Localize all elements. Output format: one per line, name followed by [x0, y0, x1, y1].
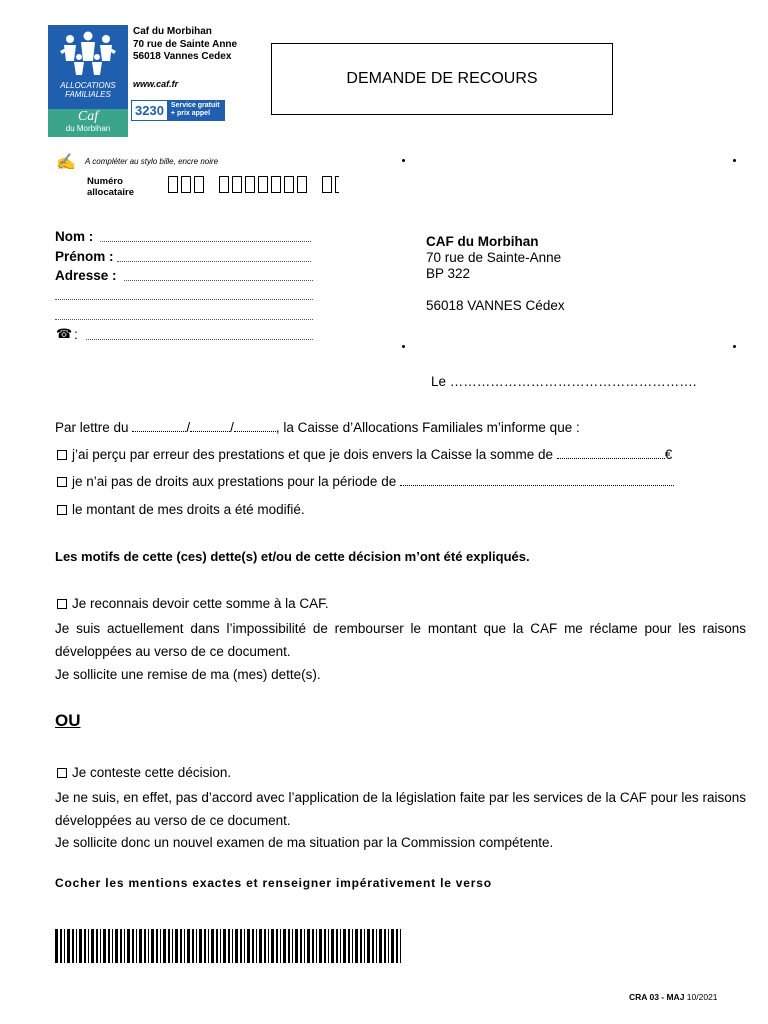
barcode-bar	[108, 929, 110, 963]
barcode-bar	[175, 929, 178, 963]
header-addr-line: Caf du Morbihan	[133, 26, 212, 37]
header-addr-line: 70 rue de Sainte Anne	[133, 38, 238, 50]
barcode-bar	[148, 929, 149, 963]
barcode-bar	[355, 929, 358, 963]
numero-label-line: Numéro	[87, 176, 123, 187]
barcode-bar	[235, 929, 238, 963]
fold-mark	[733, 159, 736, 162]
barcode-bar	[211, 929, 214, 963]
barcode-bar	[247, 929, 250, 963]
page-title: DEMANDE DE RECOURS	[271, 43, 613, 115]
option-2	[57, 473, 674, 489]
barcode-bar	[280, 929, 281, 963]
recipient-line: BP 322	[426, 266, 471, 281]
barcode-bar	[276, 929, 278, 963]
barcode-bar	[192, 929, 194, 963]
barcode-bar	[288, 929, 290, 963]
barcode-bar	[72, 929, 74, 963]
fill-instruction: A compléter au stylo bille, encre noire	[85, 157, 219, 166]
option-1	[57, 446, 672, 462]
phone-badge	[131, 100, 225, 121]
barcode-bar	[316, 929, 317, 963]
digit-box[interactable]	[168, 176, 178, 193]
barcode-bar	[64, 929, 65, 963]
barcode-bar	[76, 929, 77, 963]
option-3-text: le montant de mes droits a été modifié.	[72, 502, 305, 517]
barcode-bar	[259, 929, 262, 963]
numero-allocataire-boxes[interactable]	[168, 176, 342, 193]
digit-box[interactable]	[258, 176, 268, 193]
tel-label: :	[74, 327, 78, 342]
barcode-bar	[376, 929, 377, 963]
barcode-bar	[240, 929, 242, 963]
fold-mark	[402, 159, 405, 162]
barcode-bar	[127, 929, 130, 963]
barcode-bar	[220, 929, 221, 963]
barcode-bar	[352, 929, 353, 963]
barcode-bar	[360, 929, 362, 963]
recipient-address	[426, 234, 565, 314]
barcode-bar	[91, 929, 94, 963]
barcode-bar	[79, 929, 82, 963]
barcode-bar	[136, 929, 137, 963]
barcode-bar	[364, 929, 365, 963]
barcode-bar	[340, 929, 341, 963]
adresse-label: Adresse :	[55, 268, 117, 283]
prenom-label: Prénom :	[55, 249, 114, 264]
euro-unit: €	[664, 447, 673, 462]
date-separator: /	[230, 420, 234, 435]
barcode-bar	[336, 929, 338, 963]
adresse-field[interactable]	[124, 279, 313, 281]
barcode-bar	[100, 929, 101, 963]
barcode-bar	[343, 929, 346, 963]
barcode-bar	[372, 929, 374, 963]
barcode-bar	[264, 929, 266, 963]
barcode-bar	[223, 929, 226, 963]
prenom-field[interactable]	[117, 260, 311, 262]
choice-2-checkbox[interactable]	[57, 768, 67, 778]
option-3	[57, 502, 305, 517]
digit-box[interactable]	[297, 176, 307, 193]
form-code: CRA 03 - MAJ	[629, 992, 685, 1002]
form-reference	[629, 992, 718, 1002]
barcode-bar	[103, 929, 106, 963]
caf-logo	[48, 25, 128, 137]
barcode-bar	[319, 929, 322, 963]
barcode-bar	[232, 929, 233, 963]
phone-number: 3230	[135, 103, 164, 118]
period-field[interactable]	[400, 473, 674, 486]
barcode-bar	[112, 929, 113, 963]
barcode-bar	[172, 929, 173, 963]
barcode-bar	[252, 929, 254, 963]
nom-field[interactable]	[100, 240, 311, 242]
choice-2-label: Je conteste cette décision.	[72, 765, 232, 780]
barcode-bar	[268, 929, 269, 963]
barcode-bar	[331, 929, 334, 963]
barcode-bar	[384, 929, 386, 963]
digit-box[interactable]	[232, 176, 242, 193]
barcode-bar	[163, 929, 166, 963]
adresse-field-line2[interactable]	[55, 298, 313, 300]
numero-label-line: allocataire	[87, 187, 134, 198]
barcode-bar	[180, 929, 182, 963]
barcode-bar	[216, 929, 218, 963]
digit-box[interactable]	[322, 176, 332, 193]
date-field[interactable]: Le ……………………………………………….	[431, 374, 697, 389]
barcode-bar	[396, 929, 398, 963]
barcode-bar	[292, 929, 293, 963]
barcode-bar	[391, 929, 394, 963]
barcode-bar	[244, 929, 245, 963]
header-addr-line: 56018 Vannes Cedex	[133, 51, 232, 62]
intro-line	[55, 419, 580, 435]
logo-caf-text: Caf	[77, 109, 99, 124]
barcode-bar	[196, 929, 197, 963]
barcode-bar	[88, 929, 89, 963]
barcode-bar	[400, 929, 401, 963]
barcode-bar	[55, 929, 58, 963]
digit-box[interactable]	[335, 176, 339, 193]
choice-1-label: Je reconnais devoir cette somme à la CAF.	[72, 596, 329, 611]
barcode-bar	[124, 929, 125, 963]
choice-1-checkbox[interactable]	[57, 599, 67, 609]
option-3-checkbox[interactable]	[57, 505, 67, 515]
barcode-bar	[115, 929, 118, 963]
barcode-bar	[120, 929, 122, 963]
numero-label	[87, 176, 134, 198]
barcode-bar	[204, 929, 206, 963]
option-2-checkbox[interactable]	[57, 477, 67, 487]
fold-mark	[733, 345, 736, 348]
logo-text-line2: FAMILIALES	[65, 90, 111, 99]
intro-text: , la Caisse d’Allocations Familiales m’informe que :	[275, 420, 580, 435]
option-2-text: je n’ai pas de droits aux prestations pour la période de	[72, 474, 397, 489]
barcode-bar	[324, 929, 326, 963]
choice-2-paragraph: Je ne suis, en effet, pas d’accord avec l’application de la législation faite par les services de la CAF pour les raisons développées au verso de ce document.	[55, 790, 746, 828]
barcode-bar	[84, 929, 86, 963]
ou-separator: OU	[55, 711, 81, 730]
choice-2-request: Je sollicite donc un nouvel examen de ma situation par la Commission compétente.	[55, 835, 554, 850]
date-separator: /	[186, 420, 191, 435]
nom-label: Nom :	[55, 229, 94, 244]
recipient-line: 70 rue de Sainte-Anne	[426, 250, 562, 265]
barcode-bar	[388, 929, 389, 963]
digit-box[interactable]	[181, 176, 191, 193]
barcode-bar	[348, 929, 350, 963]
barcode-bar	[199, 929, 202, 963]
adresse-field-line3[interactable]	[55, 318, 313, 320]
barcode-bar	[144, 929, 146, 963]
recipient-line: 56018 VANNES Cédex	[426, 298, 565, 313]
barcode-bar	[60, 929, 62, 963]
motifs-statement: Les motifs de cette (ces) dette(s) et/ou de cette décision m’ont été expliqués.	[55, 549, 530, 564]
barcode-bar	[139, 929, 142, 963]
barcode-bar	[96, 929, 98, 963]
barcode-bar	[67, 929, 70, 963]
family-logo-icon	[60, 31, 116, 77]
caf-address-header	[133, 26, 237, 64]
barcode-image	[55, 929, 405, 963]
pen-icon: ✍	[56, 154, 76, 171]
choice-1-paragraph: Je suis actuellement dans l’impossibilité de rembourser le montant que la CAF me réclame pour les raisons développées au verso de ce document.	[55, 621, 746, 659]
service-text: + prix appel	[170, 110, 211, 117]
option-1-checkbox[interactable]	[57, 450, 67, 460]
choice-1	[57, 596, 329, 611]
digit-box[interactable]	[271, 176, 281, 193]
barcode-bar	[208, 929, 209, 963]
barcode-bar	[151, 929, 154, 963]
recipient-name: CAF du Morbihan	[426, 234, 539, 249]
barcode-bar	[300, 929, 302, 963]
barcode-bar	[307, 929, 310, 963]
digit-box[interactable]	[245, 176, 255, 193]
barcode-bar	[156, 929, 158, 963]
barcode-bar	[132, 929, 134, 963]
logo-dep-text: du Morbihan	[65, 124, 111, 133]
day-field[interactable]	[132, 419, 186, 432]
barcode-bar	[295, 929, 298, 963]
option-1-text: j’ai perçu par erreur des prestations et que je dois envers la Caisse la somme de	[72, 447, 553, 462]
barcode-bar	[168, 929, 170, 963]
barcode-bar	[312, 929, 314, 963]
barcode-bar	[228, 929, 230, 963]
fold-mark	[402, 345, 405, 348]
month-field[interactable]	[190, 419, 230, 432]
barcode-bar	[160, 929, 161, 963]
digit-box[interactable]	[284, 176, 294, 193]
barcode-bar	[184, 929, 185, 963]
year-field[interactable]	[234, 419, 276, 432]
barcode-bar	[256, 929, 257, 963]
footer-instruction: Cocher les mentions exactes et renseigner impérativement le verso	[55, 876, 492, 890]
website-link[interactable]: www.caf.fr	[133, 79, 179, 89]
choice-1-request: Je sollicite une remise de ma (mes) dette(s).	[55, 667, 321, 682]
digit-box[interactable]	[219, 176, 229, 193]
intro-text: Par lettre du	[55, 420, 129, 435]
service-text: Service gratuit	[170, 102, 220, 109]
barcode-bar	[187, 929, 190, 963]
logo-text-line1: ALLOCATIONS	[60, 81, 116, 90]
barcode-bar	[367, 929, 370, 963]
barcode-bar	[271, 929, 274, 963]
form-date: 10/2021	[686, 992, 718, 1002]
choice-2	[57, 765, 231, 780]
amount-field[interactable]	[557, 446, 665, 459]
tel-field[interactable]	[86, 338, 313, 340]
barcode-bar	[283, 929, 286, 963]
barcode-bar	[304, 929, 305, 963]
digit-box[interactable]	[194, 176, 204, 193]
barcode-bar	[379, 929, 382, 963]
barcode-bar	[328, 929, 329, 963]
phone-icon: ☎	[56, 326, 73, 341]
